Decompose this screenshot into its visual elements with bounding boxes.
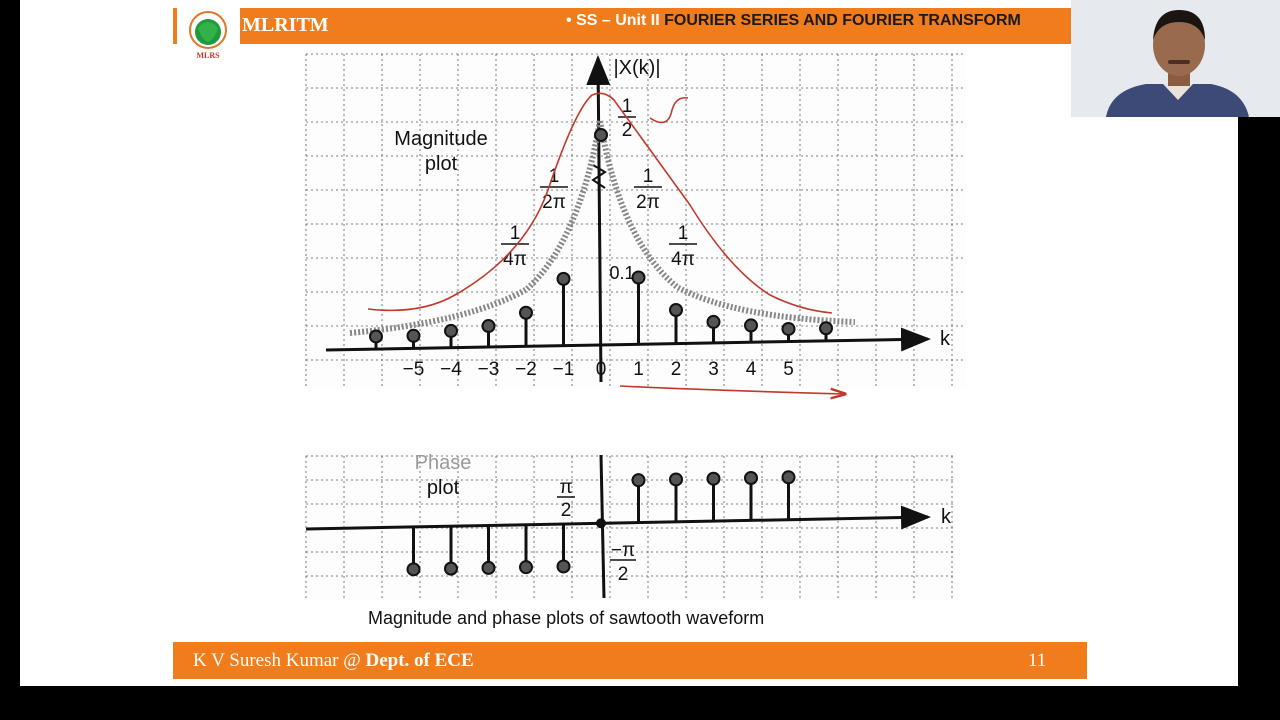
magnitude-plot-label-2: plot [424, 153, 458, 175]
x-tick-label: 1 [633, 359, 644, 380]
x-tick-label: 2 [670, 359, 682, 380]
x-tick-label: 4 [745, 359, 757, 380]
brand-name: MLRITM [242, 14, 329, 36]
svg-text:1: 1 [621, 96, 633, 117]
svg-text:4π: 4π [503, 249, 527, 270]
x-tick-label: 5 [783, 359, 794, 380]
x-tick-label: 3 [708, 359, 719, 380]
phase-plot-label-1: Phase [414, 452, 472, 474]
course-bullet: • [566, 12, 572, 29]
phase-plot [304, 452, 956, 600]
course-topic: FOURIER SERIES AND FOURIER TRANSFORM [664, 12, 1021, 29]
x-tick-label: −3 [477, 359, 500, 380]
svg-text:2π: 2π [636, 192, 660, 213]
logo-text: MLRS [196, 51, 220, 60]
footer-author [193, 650, 474, 672]
x-axis-label: k [940, 328, 950, 350]
svg-text:2: 2 [621, 120, 633, 141]
course-prefix: SS – Unit II [576, 12, 660, 29]
magnitude-plot-label-1: Magnitude [394, 128, 488, 150]
phase-stem [596, 518, 606, 528]
svg-text:2π: 2π [542, 192, 566, 213]
svg-text:2: 2 [617, 564, 629, 585]
y-axis-label: |X(k)| [613, 57, 661, 79]
svg-text:−π: −π [610, 540, 636, 561]
x-tick-label: −4 [440, 359, 462, 380]
svg-text:1: 1 [509, 223, 521, 244]
svg-text:4π: 4π [671, 249, 695, 270]
x-tick-label: 0 [595, 359, 607, 380]
page-number: 11 [1028, 650, 1047, 671]
magnitude-stem [595, 129, 607, 141]
magnitude-plot [304, 50, 966, 394]
svg-text:π: π [559, 477, 573, 498]
svg-text:1: 1 [548, 166, 560, 187]
x-tick-label: −5 [402, 359, 425, 380]
department: Dept. of ECE [365, 650, 474, 671]
phase-plot-label-2: plot [426, 477, 460, 499]
x-tick-label: −2 [515, 359, 537, 380]
phase-x-axis-label: k [941, 506, 951, 528]
label-point-one: 0.1 [609, 263, 635, 283]
x-tick-label: −1 [552, 359, 575, 380]
author-name: K V Suresh Kumar @ [193, 650, 366, 671]
svg-text:1: 1 [642, 166, 654, 187]
figure-caption: Magnitude and phase plots of sawtooth waveform [368, 608, 765, 628]
svg-text:2: 2 [560, 500, 572, 521]
svg-text:1: 1 [677, 223, 689, 244]
